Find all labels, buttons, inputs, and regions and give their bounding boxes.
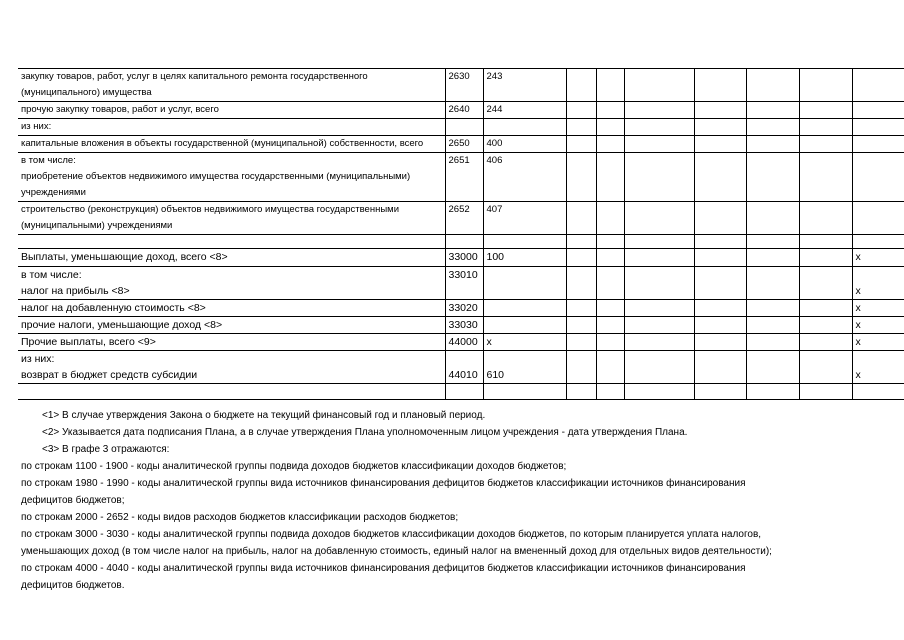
empty-cell	[566, 334, 596, 351]
footnotes	[21, 407, 881, 594]
empty-cell	[596, 202, 624, 235]
footnote-line: по строкам 1980 - 1990 - коды аналитической группы вида источников финансирования дефицитов бюджетов классификации источников финансирования	[21, 478, 746, 489]
empty-cell	[746, 136, 799, 153]
table-row	[18, 102, 904, 119]
empty-cell	[566, 300, 596, 317]
table-row	[18, 136, 904, 153]
empty-cell	[566, 69, 596, 102]
footnote-line: по строкам 4000 - 4040 - коды аналитической группы вида источников финансирования дефицитов бюджетов классификации источников финансирования	[21, 563, 746, 574]
row-kbk-code: 400	[483, 136, 566, 153]
row-x-mark	[852, 69, 904, 102]
empty-cell	[566, 267, 596, 300]
row-code: 2630	[445, 69, 483, 102]
empty-cell	[596, 235, 624, 249]
empty-cell	[799, 300, 852, 317]
empty-cell	[566, 317, 596, 334]
empty-cell	[624, 249, 694, 267]
empty-cell	[746, 334, 799, 351]
row-label-line: учреждениями	[21, 187, 86, 198]
empty-cell	[596, 136, 624, 153]
table-row	[18, 153, 904, 202]
row-code: 2650	[445, 136, 483, 153]
row-label-line: капитальные вложения в объекты государственной (муниципальной) собственности, всего	[21, 138, 424, 149]
empty-cell	[694, 351, 746, 384]
empty-cell	[799, 267, 852, 300]
row-label-line: приобретение объектов недвижимого имущества государственными (муниципальными)	[21, 171, 411, 182]
empty-cell	[799, 202, 852, 235]
empty-cell	[746, 119, 799, 136]
footnote-line: по строкам 1100 - 1900 - коды аналитической группы подвида доходов бюджетов классификации доходов бюджетов;	[21, 461, 567, 472]
empty-cell	[624, 102, 694, 119]
row-kbk-code: 610	[483, 351, 566, 384]
plan-table	[18, 68, 904, 400]
footnote-line: уменьшающих доход (в том числе налог на прибыль, налог на добавленную стоимость, единый налог на вмененный доход для отдельных видов деятельности);	[21, 546, 772, 557]
footnote-line: по строкам 2000 - 2652 - коды видов расходов бюджетов классификации расходов бюджетов;	[21, 512, 459, 523]
row-x-mark: x	[852, 317, 904, 334]
empty-cell	[694, 267, 746, 300]
empty-cell	[624, 153, 694, 202]
row-label	[18, 153, 445, 202]
empty-cell	[746, 153, 799, 202]
table-row	[18, 334, 904, 351]
empty-cell	[694, 119, 746, 136]
empty-cell	[624, 69, 694, 102]
row-label-line: закупку товаров, работ, услуг в целях капитального ремонта государственного	[21, 71, 368, 82]
empty-cell	[694, 334, 746, 351]
empty-cell	[566, 249, 596, 267]
empty-cell	[596, 153, 624, 202]
row-label-line: в том числе:	[21, 155, 76, 166]
empty-cell	[566, 384, 596, 400]
footnote-line: дефицитов бюджетов;	[21, 495, 125, 506]
row-code: 33010	[445, 267, 483, 300]
empty-cell	[566, 153, 596, 202]
footnote-line: дефицитов бюджетов.	[21, 580, 125, 591]
row-code: 33030	[445, 317, 483, 334]
table-row	[18, 351, 904, 384]
row-x-mark	[852, 235, 904, 249]
empty-cell	[596, 351, 624, 384]
empty-cell	[746, 300, 799, 317]
empty-cell	[694, 249, 746, 267]
empty-cell	[799, 249, 852, 267]
empty-cell	[746, 249, 799, 267]
table-row	[18, 384, 904, 400]
row-kbk-code: 244	[483, 102, 566, 119]
empty-cell	[566, 202, 596, 235]
row-label	[18, 249, 445, 267]
empty-cell	[596, 69, 624, 102]
empty-cell	[746, 69, 799, 102]
row-code: 2651	[445, 153, 483, 202]
empty-cell	[799, 102, 852, 119]
row-kbk-code	[483, 235, 566, 249]
empty-cell	[799, 384, 852, 400]
row-x-mark	[852, 384, 904, 400]
footnote-line: <3> В графе 3 отражаются:	[42, 444, 170, 455]
empty-cell	[694, 317, 746, 334]
row-label	[18, 317, 445, 334]
empty-cell	[624, 384, 694, 400]
row-label-line: прочую закупку товаров, работ и услуг, всего	[21, 104, 219, 115]
row-code: 2652	[445, 202, 483, 235]
empty-cell	[596, 249, 624, 267]
row-kbk-code: x	[483, 334, 566, 351]
row-x-mark: x	[852, 249, 904, 267]
table-row	[18, 317, 904, 334]
row-code: 2640	[445, 102, 483, 119]
table-row	[18, 69, 904, 102]
empty-cell	[694, 202, 746, 235]
table-row	[18, 267, 904, 300]
empty-cell	[624, 300, 694, 317]
row-label-line: из них:	[21, 353, 55, 365]
table-row	[18, 235, 904, 249]
row-label	[18, 300, 445, 317]
empty-cell	[596, 300, 624, 317]
empty-cell	[694, 300, 746, 317]
row-label-line: Прочие выплаты, всего <9>	[21, 336, 156, 348]
empty-cell	[746, 317, 799, 334]
row-x-mark	[852, 202, 904, 235]
empty-cell	[624, 317, 694, 334]
empty-cell	[596, 384, 624, 400]
row-code: 33000	[445, 249, 483, 267]
row-label	[18, 69, 445, 102]
row-kbk-code: 100	[483, 249, 566, 267]
footnote-line: <1> В случае утверждения Закона о бюджете на текущий финансовый год и плановый период.	[42, 410, 486, 421]
row-x-mark: x	[852, 267, 904, 300]
row-x-mark: x	[852, 300, 904, 317]
row-label	[18, 334, 445, 351]
footnote-line: по строкам 3000 - 3030 - коды аналитической группы подвида доходов бюджетов классификации доходов бюджетов, по которым планируется уплата налогов,	[21, 529, 762, 540]
row-kbk-code	[483, 384, 566, 400]
row-x-mark: x	[852, 334, 904, 351]
empty-cell	[596, 102, 624, 119]
row-label-line: строительство (реконструкция) объектов недвижимого имущества государственными	[21, 204, 399, 215]
row-kbk-code	[483, 267, 566, 300]
row-label-line: Выплаты, уменьшающие доход, всего <8>	[21, 251, 228, 263]
row-x-mark: x	[852, 351, 904, 384]
row-kbk-code	[483, 317, 566, 334]
empty-cell	[596, 334, 624, 351]
table-row	[18, 300, 904, 317]
table-row	[18, 119, 904, 136]
empty-cell	[694, 384, 746, 400]
empty-cell	[746, 267, 799, 300]
footnote-line: <2> Указывается дата подписания Плана, а в случае утверждения Плана уполномоченным лицом учреждения - дата утверждения Плана.	[42, 427, 688, 438]
empty-cell	[799, 69, 852, 102]
table-row	[18, 249, 904, 267]
row-code: 44000	[445, 334, 483, 351]
row-label-line: возврат в бюджет средств субсидии	[21, 369, 198, 381]
row-label-line: налог на добавленную стоимость <8>	[21, 302, 206, 314]
empty-cell	[624, 202, 694, 235]
row-label	[18, 235, 445, 249]
empty-cell	[694, 102, 746, 119]
empty-cell	[624, 136, 694, 153]
empty-cell	[799, 119, 852, 136]
empty-cell	[799, 235, 852, 249]
row-code: 33020	[445, 300, 483, 317]
empty-cell	[799, 136, 852, 153]
row-code	[445, 119, 483, 136]
row-label-line: в том числе:	[21, 269, 82, 281]
empty-cell	[694, 153, 746, 202]
row-kbk-code: 407	[483, 202, 566, 235]
row-label	[18, 202, 445, 235]
row-label	[18, 119, 445, 136]
row-x-mark	[852, 119, 904, 136]
row-label	[18, 267, 445, 300]
empty-cell	[566, 235, 596, 249]
empty-cell	[596, 267, 624, 300]
row-code: 44010	[445, 351, 483, 384]
empty-cell	[566, 102, 596, 119]
row-kbk-code	[483, 119, 566, 136]
empty-cell	[694, 136, 746, 153]
empty-cell	[746, 102, 799, 119]
empty-cell	[596, 119, 624, 136]
empty-cell	[624, 351, 694, 384]
empty-cell	[566, 136, 596, 153]
empty-cell	[624, 235, 694, 249]
table-row	[18, 202, 904, 235]
empty-cell	[746, 351, 799, 384]
empty-cell	[799, 351, 852, 384]
row-label-line: налог на прибыль <8>	[21, 285, 130, 297]
row-x-mark	[852, 102, 904, 119]
row-x-mark	[852, 153, 904, 202]
empty-cell	[799, 153, 852, 202]
empty-cell	[694, 235, 746, 249]
empty-cell	[746, 202, 799, 235]
row-label-line: (муниципального) имущества	[21, 87, 152, 98]
row-x-mark	[852, 136, 904, 153]
row-kbk-code: 243	[483, 69, 566, 102]
row-label	[18, 136, 445, 153]
row-label	[18, 102, 445, 119]
empty-cell	[746, 384, 799, 400]
empty-cell	[566, 351, 596, 384]
row-label	[18, 351, 445, 384]
row-kbk-code	[483, 300, 566, 317]
row-kbk-code: 406	[483, 153, 566, 202]
empty-cell	[624, 119, 694, 136]
empty-cell	[596, 317, 624, 334]
row-label	[18, 384, 445, 400]
empty-cell	[799, 334, 852, 351]
empty-cell	[746, 235, 799, 249]
empty-cell	[624, 267, 694, 300]
row-code	[445, 384, 483, 400]
row-code	[445, 235, 483, 249]
empty-cell	[799, 317, 852, 334]
row-label-line: из них:	[21, 121, 52, 132]
empty-cell	[566, 119, 596, 136]
row-label-line: (муниципальными) учреждениями	[21, 220, 173, 231]
empty-cell	[624, 334, 694, 351]
empty-cell	[694, 69, 746, 102]
row-label-line: прочие налоги, уменьшающие доход <8>	[21, 319, 223, 331]
